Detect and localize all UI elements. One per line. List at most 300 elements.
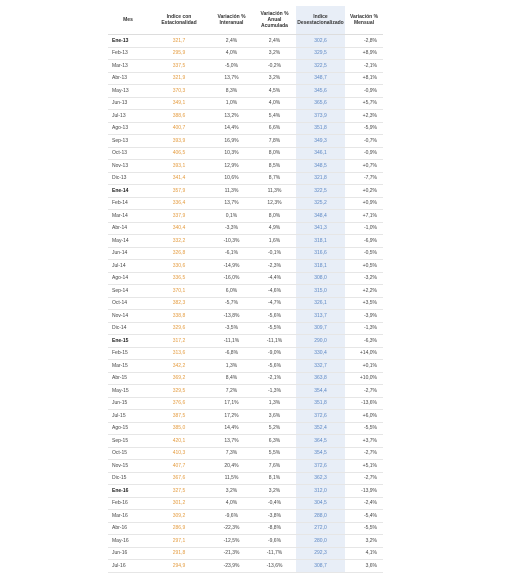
cell-indice-estacionalidad: 329,6 [148, 322, 210, 335]
cell-variacion-mensual: -13,6% [345, 397, 383, 410]
cell-indice-estacionalidad: 420,1 [148, 435, 210, 448]
cell-indice-desestacionalizado: 315,0 [296, 285, 345, 298]
cell-variacion-anual-acumulada: 5,5% [253, 447, 296, 460]
cell-variacion-anual-acumulada: 4,5% [253, 85, 296, 98]
cell-indice-desestacionalizado: 290,0 [296, 335, 345, 348]
cell-indice-estacionalidad: 332,2 [148, 235, 210, 248]
cell-variacion-anual-acumulada: -11,1% [253, 335, 296, 348]
cell-variacion-mensual: +8,9% [345, 47, 383, 60]
cell-variacion-anual-acumulada: -8,8% [253, 522, 296, 535]
cell-variacion-anual-acumulada: 4,9% [253, 222, 296, 235]
cell-variacion-mensual: +14,0% [345, 347, 383, 360]
cell-indice-desestacionalizado: 316,6 [296, 247, 345, 260]
cell-variacion-interanual: -16,0% [210, 272, 253, 285]
cell-variacion-mensual: +8,1% [345, 72, 383, 85]
cell-variacion-interanual: -23,9% [210, 560, 253, 573]
table-row [108, 510, 383, 523]
cell-variacion-anual-acumulada: 8,1% [253, 472, 296, 485]
cell-variacion-interanual: 13,2% [210, 110, 253, 123]
table-row [108, 185, 383, 198]
cell-indice-estacionalidad: 388,6 [148, 110, 210, 123]
cell-variacion-interanual: 13,7% [210, 72, 253, 85]
cell-variacion-mensual: +5,7% [345, 97, 383, 110]
cell-mes: May-16 [108, 535, 148, 548]
table-row [108, 235, 383, 248]
cell-mes: Oct-14 [108, 297, 148, 310]
table-row [108, 297, 383, 310]
cell-mes: Feb-14 [108, 197, 148, 210]
cell-variacion-anual-acumulada: -0,1% [253, 247, 296, 260]
cell-indice-desestacionalizado: 363,8 [296, 372, 345, 385]
cell-variacion-interanual: 1,0% [210, 97, 253, 110]
cell-indice-desestacionalizado: 348,5 [296, 160, 345, 173]
cell-variacion-interanual: 17,1% [210, 397, 253, 410]
table-body [108, 35, 383, 573]
cell-mes: Ene-13 [108, 35, 148, 48]
cell-variacion-interanual: 11,5% [210, 472, 253, 485]
table-row [108, 35, 383, 48]
cell-variacion-anual-acumulada: 8,0% [253, 210, 296, 223]
cell-variacion-interanual: 11,3% [210, 185, 253, 198]
cell-indice-estacionalidad: 337,5 [148, 60, 210, 73]
cell-variacion-interanual: 14,4% [210, 422, 253, 435]
header-indice-desestacionalizado: Indice Desestacionalizado [296, 6, 345, 35]
cell-variacion-anual-acumulada: -13,6% [253, 560, 296, 573]
cell-indice-desestacionalizado: 372,6 [296, 460, 345, 473]
cell-variacion-mensual: 4,1% [345, 547, 383, 560]
table-row [108, 472, 383, 485]
cell-mes: Oct-15 [108, 447, 148, 460]
cell-variacion-mensual: +5,1% [345, 460, 383, 473]
cell-indice-desestacionalizado: 354,4 [296, 385, 345, 398]
cell-variacion-mensual: -0,9% [345, 85, 383, 98]
table-row [108, 47, 383, 60]
cell-indice-desestacionalizado: 280,0 [296, 535, 345, 548]
table-row [108, 260, 383, 273]
cell-mes: Jun-13 [108, 97, 148, 110]
cell-indice-desestacionalizado: 332,7 [296, 360, 345, 373]
cell-variacion-interanual: 1,3% [210, 360, 253, 373]
header-variacion-mensual: Variación % Mensual [345, 6, 383, 35]
cell-variacion-interanual: -5,0% [210, 60, 253, 73]
cell-variacion-mensual: -5,9% [345, 122, 383, 135]
cell-indice-desestacionalizado: 351,8 [296, 122, 345, 135]
cell-indice-desestacionalizado: 349,3 [296, 135, 345, 148]
cell-indice-estacionalidad: 406,5 [148, 147, 210, 160]
cell-variacion-mensual: -2,7% [345, 447, 383, 460]
cell-variacion-interanual: 2,4% [210, 35, 253, 48]
cell-variacion-anual-acumulada: 5,2% [253, 422, 296, 435]
cell-indice-estacionalidad: 349,1 [148, 97, 210, 110]
cell-indice-desestacionalizado: 325,2 [296, 197, 345, 210]
cell-variacion-mensual: +7,1% [345, 210, 383, 223]
cell-mes: Sep-14 [108, 285, 148, 298]
cell-indice-estacionalidad: 337,9 [148, 210, 210, 223]
table-row [108, 535, 383, 548]
cell-variacion-mensual: -6,3% [345, 335, 383, 348]
cell-mes: Ene-14 [108, 185, 148, 198]
cell-variacion-mensual: -3,2% [345, 272, 383, 285]
cell-variacion-anual-acumulada: 3,2% [253, 72, 296, 85]
cell-mes: Nov-15 [108, 460, 148, 473]
cell-variacion-mensual: -0,9% [345, 147, 383, 160]
cell-variacion-anual-acumulada: -4,6% [253, 285, 296, 298]
cell-indice-desestacionalizado: 322,5 [296, 60, 345, 73]
cell-variacion-interanual: 0,1% [210, 210, 253, 223]
table-row [108, 210, 383, 223]
cell-variacion-anual-acumulada: 3,6% [253, 410, 296, 423]
cell-variacion-anual-acumulada: 7,6% [253, 460, 296, 473]
cell-mes: Ago-15 [108, 422, 148, 435]
cell-indice-desestacionalizado: 308,0 [296, 272, 345, 285]
cell-mes: Feb-13 [108, 47, 148, 60]
cell-variacion-mensual: +3,7% [345, 435, 383, 448]
cell-indice-estacionalidad: 329,5 [148, 385, 210, 398]
cell-variacion-mensual: -2,7% [345, 472, 383, 485]
cell-indice-desestacionalizado: 352,4 [296, 422, 345, 435]
table-row [108, 397, 383, 410]
cell-variacion-anual-acumulada: 11,3% [253, 185, 296, 198]
cell-mes: Dic-15 [108, 472, 148, 485]
cell-mes: Jul-15 [108, 410, 148, 423]
cell-variacion-anual-acumulada: -0,2% [253, 60, 296, 73]
cell-indice-estacionalidad: 336,5 [148, 272, 210, 285]
cell-variacion-mensual: -2,8% [345, 35, 383, 48]
cell-variacion-interanual: -13,8% [210, 310, 253, 323]
cell-mes: May-15 [108, 385, 148, 398]
cell-indice-estacionalidad: 370,3 [148, 85, 210, 98]
cell-mes: Feb-16 [108, 497, 148, 510]
cell-indice-estacionalidad: 338,8 [148, 310, 210, 323]
table-row [108, 497, 383, 510]
cell-indice-desestacionalizado: 318,1 [296, 260, 345, 273]
cell-variacion-interanual: 13,7% [210, 435, 253, 448]
cell-variacion-interanual: 8,4% [210, 372, 253, 385]
cell-indice-desestacionalizado: 304,5 [296, 497, 345, 510]
table-row [108, 360, 383, 373]
cell-indice-desestacionalizado: 308,7 [296, 560, 345, 573]
cell-mes: Ago-14 [108, 272, 148, 285]
cell-indice-desestacionalizado: 348,7 [296, 72, 345, 85]
cell-variacion-anual-acumulada: 1,6% [253, 235, 296, 248]
table-row [108, 247, 383, 260]
cell-variacion-anual-acumulada: 8,0% [253, 147, 296, 160]
table-row [108, 422, 383, 435]
table-row [108, 522, 383, 535]
cell-variacion-anual-acumulada: -4,4% [253, 272, 296, 285]
cell-variacion-anual-acumulada: 6,6% [253, 122, 296, 135]
cell-variacion-mensual: +0,2% [345, 185, 383, 198]
cell-variacion-anual-acumulada: -9,0% [253, 347, 296, 360]
cell-variacion-interanual: 7,3% [210, 447, 253, 460]
cell-indice-estacionalidad: 393,9 [148, 135, 210, 148]
cell-variacion-mensual: -5,5% [345, 422, 383, 435]
table-row [108, 85, 383, 98]
cell-mes: May-13 [108, 85, 148, 98]
table-row [108, 285, 383, 298]
cell-indice-desestacionalizado: 372,6 [296, 410, 345, 423]
cell-variacion-interanual: 17,2% [210, 410, 253, 423]
cell-indice-desestacionalizado: 326,1 [296, 297, 345, 310]
cell-variacion-anual-acumulada: 1,3% [253, 397, 296, 410]
cell-mes: Nov-13 [108, 160, 148, 173]
cell-indice-estacionalidad: 342,2 [148, 360, 210, 373]
cell-variacion-anual-acumulada: -4,7% [253, 297, 296, 310]
cell-indice-desestacionalizado: 365,6 [296, 97, 345, 110]
cell-variacion-interanual: -21,3% [210, 547, 253, 560]
cell-variacion-interanual: -9,6% [210, 510, 253, 523]
cell-mes: Mar-15 [108, 360, 148, 373]
table-row [108, 435, 383, 448]
table-header-row [108, 6, 383, 35]
table-row [108, 310, 383, 323]
table-row [108, 147, 383, 160]
cell-variacion-mensual: -6,9% [345, 235, 383, 248]
cell-mes: Abr-13 [108, 72, 148, 85]
cell-mes: Abr-16 [108, 522, 148, 535]
cell-variacion-mensual: +2,3% [345, 110, 383, 123]
table-row [108, 135, 383, 148]
cell-variacion-mensual: +0,9% [345, 197, 383, 210]
cell-indice-estacionalidad: 294,9 [148, 560, 210, 573]
cell-variacion-interanual: -5,7% [210, 297, 253, 310]
cell-variacion-anual-acumulada: 3,2% [253, 485, 296, 498]
cell-indice-estacionalidad: 327,5 [148, 485, 210, 498]
cell-variacion-mensual: -2,1% [345, 60, 383, 73]
cell-variacion-mensual: -3,9% [345, 310, 383, 323]
cell-variacion-interanual: 8,3% [210, 85, 253, 98]
cell-indice-desestacionalizado: 351,8 [296, 397, 345, 410]
cell-variacion-mensual: 3,6% [345, 560, 383, 573]
cell-mes: Jun-16 [108, 547, 148, 560]
cell-indice-estacionalidad: 330,6 [148, 260, 210, 273]
cell-variacion-anual-acumulada: -11,7% [253, 547, 296, 560]
cell-indice-estacionalidad: 410,3 [148, 447, 210, 460]
cell-mes: Jul-16 [108, 560, 148, 573]
cell-variacion-anual-acumulada: -2,3% [253, 260, 296, 273]
cell-variacion-anual-acumulada: 8,5% [253, 160, 296, 173]
cell-indice-estacionalidad: 387,5 [148, 410, 210, 423]
header-variacion-interanual: Variación % Interanual [210, 6, 253, 35]
cell-variacion-interanual: -22,3% [210, 522, 253, 535]
cell-mes: Dic-14 [108, 322, 148, 335]
table-row [108, 372, 383, 385]
cell-mes: Feb-15 [108, 347, 148, 360]
cell-variacion-mensual: -0,5% [345, 247, 383, 260]
cell-variacion-interanual: 20,4% [210, 460, 253, 473]
table-row [108, 197, 383, 210]
cell-indice-desestacionalizado: 330,4 [296, 347, 345, 360]
cell-variacion-interanual: 4,0% [210, 497, 253, 510]
cell-mes: Sep-13 [108, 135, 148, 148]
cell-mes: Jul-13 [108, 110, 148, 123]
cell-indice-desestacionalizado: 348,4 [296, 210, 345, 223]
cell-variacion-anual-acumulada: -1,3% [253, 385, 296, 398]
cell-mes: May-14 [108, 235, 148, 248]
cell-variacion-interanual: 10,6% [210, 172, 253, 185]
cell-variacion-mensual: -5,5% [345, 522, 383, 535]
cell-variacion-mensual: -7,7% [345, 172, 383, 185]
table-row [108, 322, 383, 335]
cell-indice-estacionalidad: 376,6 [148, 397, 210, 410]
cell-variacion-anual-acumulada: -5,6% [253, 310, 296, 323]
table-row [108, 410, 383, 423]
cell-mes: Abr-15 [108, 372, 148, 385]
cell-mes: Dic-13 [108, 172, 148, 185]
cell-indice-estacionalidad: 369,2 [148, 372, 210, 385]
data-table-container [108, 6, 383, 573]
cell-variacion-interanual: -14,9% [210, 260, 253, 273]
cell-mes: Oct-13 [108, 147, 148, 160]
cell-variacion-anual-acumulada: 4,0% [253, 97, 296, 110]
cell-variacion-mensual: +0,1% [345, 360, 383, 373]
table-row [108, 97, 383, 110]
cell-variacion-interanual: 6,0% [210, 285, 253, 298]
cell-variacion-anual-acumulada: 7,8% [253, 135, 296, 148]
cell-variacion-mensual: +6,0% [345, 410, 383, 423]
cell-indice-desestacionalizado: 302,6 [296, 35, 345, 48]
table-row [108, 347, 383, 360]
cell-indice-estacionalidad: 321,9 [148, 72, 210, 85]
cell-variacion-anual-acumulada: -5,6% [253, 360, 296, 373]
cell-variacion-anual-acumulada: -2,1% [253, 372, 296, 385]
cell-variacion-interanual: -10,3% [210, 235, 253, 248]
cell-indice-desestacionalizado: 341,3 [296, 222, 345, 235]
cell-indice-desestacionalizado: 322,5 [296, 185, 345, 198]
cell-indice-estacionalidad: 382,3 [148, 297, 210, 310]
cell-variacion-interanual: -6,8% [210, 347, 253, 360]
cell-variacion-anual-acumulada: 8,7% [253, 172, 296, 185]
table-row [108, 172, 383, 185]
cell-mes: Ago-13 [108, 122, 148, 135]
table-row [108, 335, 383, 348]
table-row [108, 447, 383, 460]
cell-indice-desestacionalizado: 354,5 [296, 447, 345, 460]
cell-mes: Abr-14 [108, 222, 148, 235]
cell-indice-estacionalidad: 341,4 [148, 172, 210, 185]
cell-indice-desestacionalizado: 346,1 [296, 147, 345, 160]
table-row [108, 272, 383, 285]
cell-variacion-mensual: +0,5% [345, 260, 383, 273]
header-mes: Mes [108, 6, 148, 35]
cell-variacion-interanual: 14,4% [210, 122, 253, 135]
cell-indice-desestacionalizado: 321,8 [296, 172, 345, 185]
cell-variacion-interanual: -6,1% [210, 247, 253, 260]
cell-indice-estacionalidad: 301,2 [148, 497, 210, 510]
table-row [108, 72, 383, 85]
cell-indice-estacionalidad: 340,4 [148, 222, 210, 235]
cell-variacion-anual-acumulada: 12,3% [253, 197, 296, 210]
header-indice-estacionalidad: Indice con Estacionalidad [148, 6, 210, 35]
table-row [108, 560, 383, 573]
cell-indice-estacionalidad: 367,6 [148, 472, 210, 485]
cell-variacion-anual-acumulada: -9,6% [253, 535, 296, 548]
cell-mes: Ene-15 [108, 335, 148, 348]
cell-variacion-anual-acumulada: -5,5% [253, 322, 296, 335]
cell-indice-desestacionalizado: 272,0 [296, 522, 345, 535]
cell-variacion-interanual: 12,9% [210, 160, 253, 173]
cell-indice-estacionalidad: 400,7 [148, 122, 210, 135]
cell-indice-desestacionalizado: 364,5 [296, 435, 345, 448]
cell-variacion-mensual: +3,5% [345, 297, 383, 310]
cell-indice-estacionalidad: 336,4 [148, 197, 210, 210]
cell-variacion-interanual: 4,0% [210, 47, 253, 60]
cell-mes: Mar-13 [108, 60, 148, 73]
data-table [108, 6, 383, 573]
cell-variacion-interanual: -11,1% [210, 335, 253, 348]
cell-variacion-mensual: -0,7% [345, 135, 383, 148]
table-row [108, 60, 383, 73]
cell-mes: Jul-14 [108, 260, 148, 273]
cell-variacion-anual-acumulada: -3,8% [253, 510, 296, 523]
header-variacion-anual-acumulada: Variación % Anual Acumulada [253, 6, 296, 35]
cell-variacion-anual-acumulada: 2,4% [253, 35, 296, 48]
cell-variacion-mensual: -2,7% [345, 385, 383, 398]
cell-variacion-anual-acumulada: -0,4% [253, 497, 296, 510]
cell-indice-estacionalidad: 313,6 [148, 347, 210, 360]
cell-indice-estacionalidad: 393,1 [148, 160, 210, 173]
cell-indice-estacionalidad: 291,8 [148, 547, 210, 560]
cell-indice-estacionalidad: 309,2 [148, 510, 210, 523]
table-row [108, 122, 383, 135]
cell-indice-desestacionalizado: 318,1 [296, 235, 345, 248]
cell-indice-desestacionalizado: 362,3 [296, 472, 345, 485]
cell-indice-estacionalidad: 286,9 [148, 522, 210, 535]
cell-variacion-mensual: -1,0% [345, 222, 383, 235]
table-row [108, 547, 383, 560]
cell-variacion-mensual: 3,2% [345, 535, 383, 548]
cell-variacion-mensual: -2,4% [345, 497, 383, 510]
cell-variacion-interanual: -3,5% [210, 322, 253, 335]
cell-variacion-anual-acumulada: 5,4% [253, 110, 296, 123]
cell-variacion-mensual: -13,9% [345, 485, 383, 498]
cell-indice-estacionalidad: 370,1 [148, 285, 210, 298]
cell-variacion-interanual: 3,2% [210, 485, 253, 498]
cell-mes: Mar-14 [108, 210, 148, 223]
cell-indice-desestacionalizado: 292,3 [296, 547, 345, 560]
cell-indice-estacionalidad: 321,7 [148, 35, 210, 48]
cell-indice-desestacionalizado: 288,0 [296, 510, 345, 523]
table-row [108, 222, 383, 235]
cell-variacion-anual-acumulada: 6,3% [253, 435, 296, 448]
cell-variacion-mensual: -5,4% [345, 510, 383, 523]
table-row [108, 460, 383, 473]
cell-indice-estacionalidad: 295,9 [148, 47, 210, 60]
cell-variacion-anual-acumulada: 3,2% [253, 47, 296, 60]
cell-variacion-mensual: +10,0% [345, 372, 383, 385]
table-row [108, 160, 383, 173]
cell-indice-estacionalidad: 297,1 [148, 535, 210, 548]
cell-mes: Mar-16 [108, 510, 148, 523]
cell-mes: Sep-15 [108, 435, 148, 448]
cell-mes: Jun-14 [108, 247, 148, 260]
cell-indice-estacionalidad: 357,9 [148, 185, 210, 198]
table-row [108, 110, 383, 123]
cell-variacion-interanual: -3,3% [210, 222, 253, 235]
cell-indice-desestacionalizado: 312,0 [296, 485, 345, 498]
cell-indice-desestacionalizado: 309,7 [296, 322, 345, 335]
cell-indice-estacionalidad: 407,7 [148, 460, 210, 473]
cell-indice-desestacionalizado: 313,7 [296, 310, 345, 323]
table-row [108, 485, 383, 498]
cell-variacion-interanual: -12,5% [210, 535, 253, 548]
cell-variacion-mensual: -1,3% [345, 322, 383, 335]
cell-indice-estacionalidad: 326,8 [148, 247, 210, 260]
cell-variacion-interanual: 16,9% [210, 135, 253, 148]
cell-indice-desestacionalizado: 373,9 [296, 110, 345, 123]
cell-indice-estacionalidad: 385,0 [148, 422, 210, 435]
cell-mes: Nov-14 [108, 310, 148, 323]
